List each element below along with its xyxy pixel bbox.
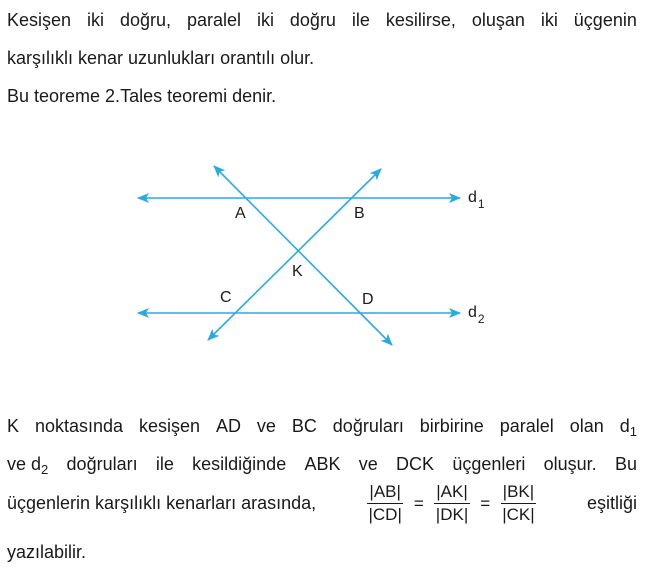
word: doğru xyxy=(289,10,336,30)
line-label-d1: $d_1$ xyxy=(468,189,485,211)
point-label-b: B xyxy=(354,205,365,222)
ratio-end: eşitliği xyxy=(586,493,637,513)
word: kesişen xyxy=(138,416,200,436)
conclusion-line-3 xyxy=(7,482,637,525)
word: ABK xyxy=(304,454,341,474)
word: üçgenleri xyxy=(452,454,526,474)
d1-symbol: $d_1$ xyxy=(619,416,637,439)
word: doğruları xyxy=(332,416,404,436)
word: üçgenin xyxy=(573,10,637,30)
ratio-intro: üçgenlerin karşılıklı kenarları arasında, xyxy=(7,493,317,513)
conclusion-line-4: yazılabilir. xyxy=(7,542,87,562)
word: ile xyxy=(351,10,370,30)
word: doğruları xyxy=(66,454,138,474)
point-label-c: C xyxy=(220,289,232,306)
word: olan xyxy=(569,416,604,436)
word: ve xyxy=(358,454,378,474)
point-label-k: K xyxy=(292,263,303,280)
equals-sign: = xyxy=(413,493,424,513)
intro-line-1 xyxy=(7,10,637,31)
word: ile xyxy=(155,454,174,474)
word: ve xyxy=(256,416,276,436)
d2-phrase: ve $d_2$ xyxy=(7,454,49,477)
line-BC xyxy=(208,169,381,340)
line-AD xyxy=(214,166,392,345)
word: oluşur. xyxy=(543,454,597,474)
word: BC xyxy=(291,416,317,436)
point-label-d: D xyxy=(362,291,374,308)
word: iki xyxy=(540,10,558,30)
equals-sign: = xyxy=(480,493,491,513)
word: K xyxy=(7,416,20,436)
word: iki xyxy=(256,10,274,30)
intro-line-3: Bu teoreme 2.Tales teoremi denir. xyxy=(7,86,277,106)
word: birbirine xyxy=(419,416,484,436)
point-label-a: A xyxy=(235,205,246,222)
word: doğru, xyxy=(119,10,171,30)
ratio-bk-ck: $\frac{|BK|}{|CK|}$ xyxy=(502,482,535,524)
ratio-ak-dk: $\frac{|AK|}{|DK|}$ xyxy=(435,482,469,524)
intro-line-2: karşılıklı kenar uzunlukları orantılı olur. xyxy=(7,48,315,68)
word: kesildiğinde xyxy=(192,454,287,474)
conclusion-line-2 xyxy=(7,454,637,477)
ratio-equation xyxy=(364,482,538,525)
ratio-ab-cd: $\frac{|AB|}{|CD|}$ xyxy=(368,482,402,524)
line-label-d2: $d_2$ xyxy=(468,304,485,326)
word: iki xyxy=(87,10,104,30)
word: oluşan xyxy=(471,10,525,30)
word: noktasında xyxy=(34,416,124,436)
word: paralel xyxy=(499,416,554,436)
word: AD xyxy=(215,416,241,436)
word: Kesişen xyxy=(7,10,72,30)
word: DCK xyxy=(396,454,435,474)
word: Bu xyxy=(614,454,637,474)
tales-diagram xyxy=(0,150,646,360)
word: paralel xyxy=(186,10,241,30)
word: kesilirse, xyxy=(385,10,456,30)
conclusion-line-1 xyxy=(7,416,637,439)
